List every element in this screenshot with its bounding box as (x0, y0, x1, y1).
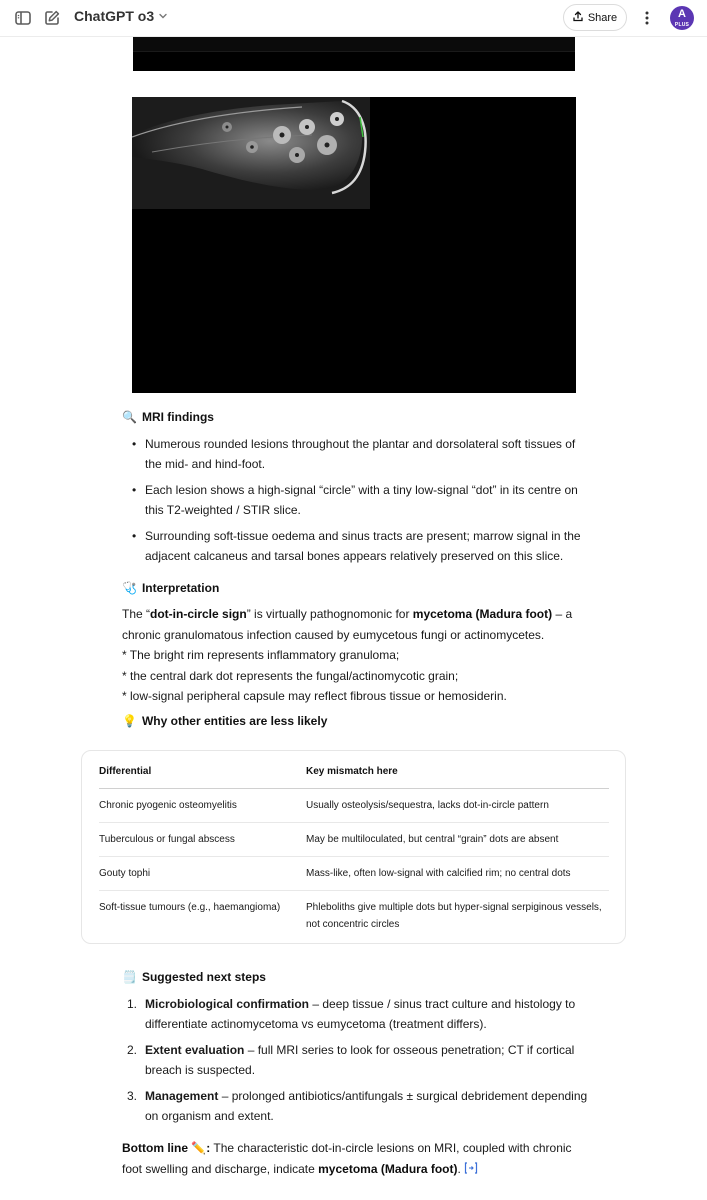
table-row (99, 823, 609, 857)
table-row (99, 857, 609, 891)
list-item: 3. Management – prolonged antibiotics/antifungals ± surgical debridement depending on organism and extent. (127, 1089, 588, 1123)
table-cell: Usually osteolysis/sequestra, lacks dot-in-circle pattern (306, 800, 549, 811)
interpretation-heading (122, 581, 219, 595)
table-row (99, 891, 609, 941)
stethoscope-icon: 🩺 (122, 581, 137, 595)
mri-findings-heading (122, 410, 214, 424)
table-header-mismatch: Key mismatch here (306, 766, 398, 777)
list-item: • Each lesion shows a high-signal “circle” with a tiny low-signal “dot” in its centre on this T2-weighted / STIR slice. (145, 480, 595, 520)
avatar-plus-badge: PLUS (674, 22, 690, 28)
diagnosis-term: mycetoma (Madura foot) (318, 1161, 458, 1176)
mri-findings-list (145, 434, 595, 572)
bottom-line-label: Bottom line (122, 1141, 188, 1155)
model-selector[interactable] (74, 8, 168, 24)
interpretation-body (122, 604, 592, 707)
list-item: 2. Extent evaluation – full MRI series to look for osseous penetration; CT if cortical breach is suspected. (127, 1043, 575, 1077)
model-name: ChatGPT o3 (74, 8, 155, 24)
table-cell: Tuberculous or fungal abscess (99, 834, 235, 845)
new-chat-icon[interactable] (40, 6, 64, 30)
interpretation-line-2: * The bright rim represents inflammatory granuloma; (122, 648, 400, 662)
next-steps-title: Suggested next steps (141, 970, 266, 984)
interpretation-title: Interpretation (141, 581, 220, 595)
table-cell: Mass-like, often low-signal with calcified rim; no central dots (306, 868, 571, 879)
table-cell: Gouty tophi (99, 868, 151, 879)
differential-table (81, 750, 626, 944)
sidebar-toggle-icon[interactable] (11, 6, 35, 30)
interpretation-line-3: * the central dark dot represents the fungal/actinomycotic grain; (122, 668, 459, 683)
chevron-down-icon (158, 8, 168, 24)
list-item: • Surrounding soft-tissue oedema and sinus tracts are present; marrow signal in the adjacent calcaneus and tarsal bones appears relatively preserved on this slice. (145, 526, 595, 566)
dot-in-circle-term: dot-in-circle sign (150, 607, 247, 621)
more-options-icon[interactable] (637, 6, 657, 30)
interpretation-line-4: * low-signal peripheral capsule may reflect fibrous tissue or hemosiderin. (122, 689, 507, 703)
table-cell: Soft-tissue tumours (e.g., haemangioma) (99, 902, 281, 913)
bottom-line: Bottom line ✏️: The characteristic dot-in-circle lesions on MRI, coupled with chronic foot swelling and discharge, indicate mycetoma (Madura foot). (122, 1141, 572, 1176)
pencil-icon: ✏️ (191, 1141, 207, 1155)
upload-icon (573, 11, 583, 25)
table-row (99, 789, 609, 823)
mri-image (132, 97, 576, 393)
avatar-letter: A (678, 8, 686, 20)
interpretation-line-1: The “dot-in-circle sign” is virtually pathognomonic for mycetoma (Madura foot) – a chronic granulomatous infection caused by eumycetous fungi or actinomycetes. (122, 607, 573, 642)
magnifier-icon: 🔍 (122, 410, 137, 424)
list-item: 1. Microbiological confirmation – deep tissue / sinus tract culture and histology to differentiate actinomycetoma vs eumycetoma (treatment differs). (127, 997, 576, 1031)
why-other-heading (122, 714, 327, 728)
top-bar (0, 0, 707, 37)
table-cell: Chronic pyogenic osteomyelitis (99, 800, 237, 811)
next-steps-list (127, 994, 595, 1132)
notepad-icon: 🗒️ (122, 970, 137, 984)
share-button[interactable] (563, 4, 627, 31)
avatar[interactable] (670, 6, 694, 30)
mri-image-top-band (133, 37, 575, 52)
share-label: Share (587, 11, 618, 24)
table-cell: May be multiloculated, but central “grain” dots are absent (306, 834, 559, 845)
citation-icon[interactable] (464, 1160, 478, 1172)
lightbulb-icon: 💡 (122, 714, 137, 728)
diagnosis-term: mycetoma (Madura foot) (412, 607, 553, 621)
mri-foot-slice (132, 97, 576, 393)
table-cell: Phleboliths give multiple dots but hyper-signal serpiginous vessels, not concentric circles (306, 902, 602, 930)
table-header-row (99, 755, 609, 789)
table-header-differential: Differential (99, 766, 152, 777)
next-steps-heading (122, 970, 266, 984)
mri-findings-title: MRI findings (141, 410, 214, 424)
list-item: • Numerous rounded lesions throughout the plantar and dorsolateral soft tissues of the mid- and hind-foot. (145, 434, 595, 474)
why-other-title: Why other entities are less likely (141, 714, 328, 728)
